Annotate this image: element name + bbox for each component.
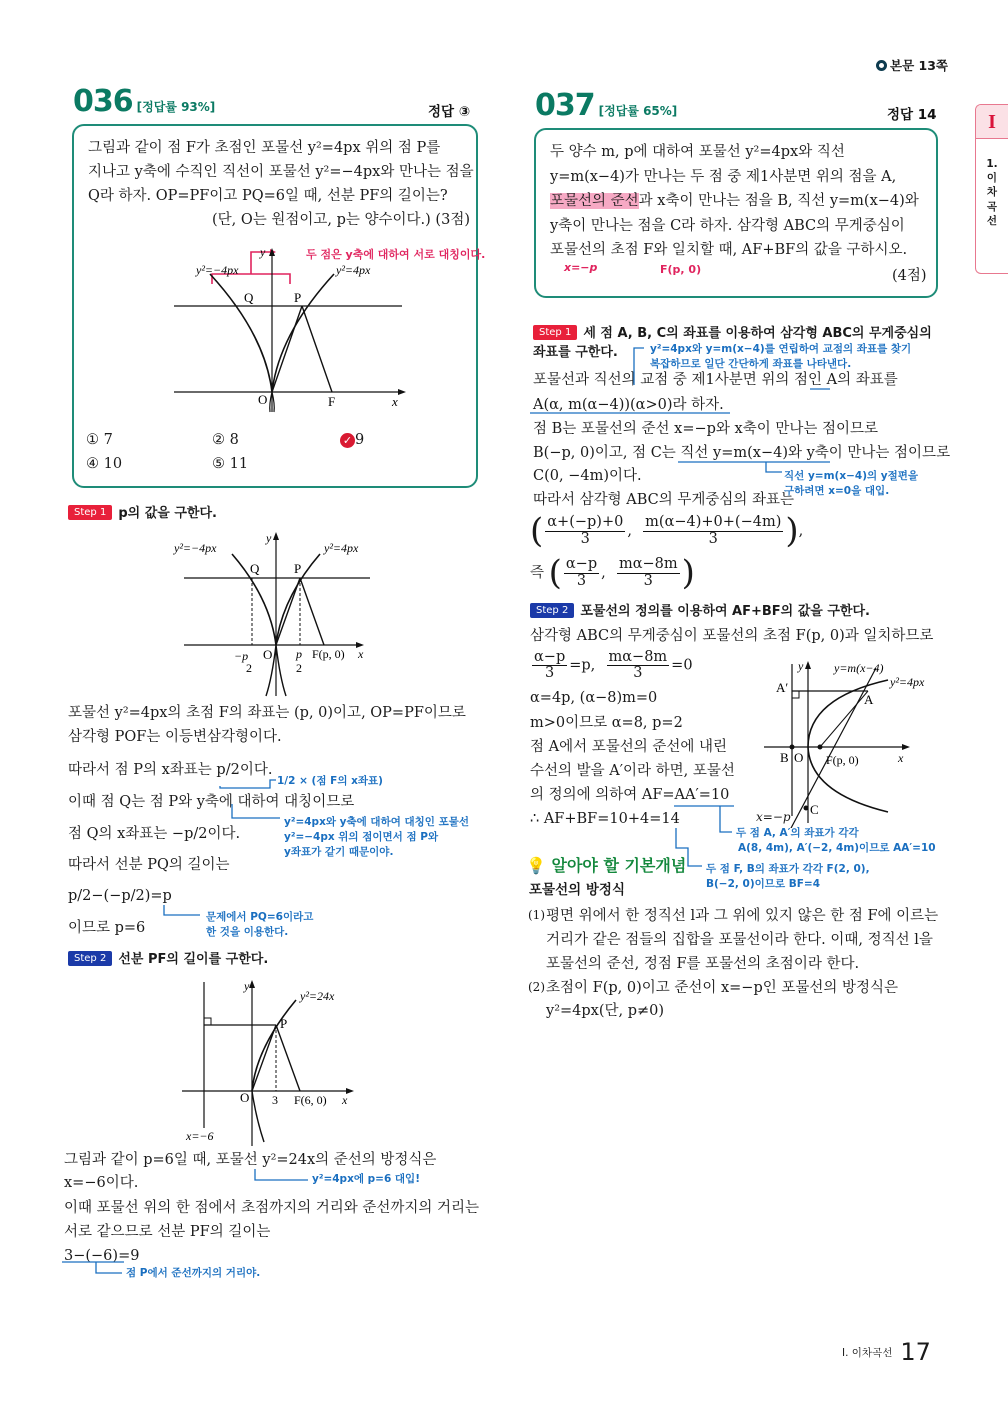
svg-text:y: y xyxy=(244,979,250,993)
concept-heading: 💡 알아야 할 기본개념 xyxy=(526,856,687,875)
solution-line: 따라서 삼각형 ABC의 무게중심의 좌표는 xyxy=(533,492,795,508)
step-badge: Step 2 xyxy=(68,951,112,966)
solution-line: 의 정의에 의하여 AF=AA′=10 xyxy=(530,787,730,803)
symmetry-note: 두 점은 y축에 대하여 서로 대칭이다. xyxy=(306,248,486,261)
svg-text:F(p, 0): F(p, 0) xyxy=(826,753,859,767)
svg-text:F(6, 0): F(6, 0) xyxy=(294,1093,327,1107)
svg-text:y²=−4px: y²=−4px xyxy=(174,541,217,555)
svg-text:O: O xyxy=(240,1090,250,1105)
solution-line: 이때 포물선 위의 한 점에서 초점까지의 거리와 준선까지의 거리는 xyxy=(64,1200,480,1216)
solution-line: A(α, m(α−4))(α>0)라 하자. xyxy=(533,397,724,413)
annotation-note: 직선 y=m(x−4)의 y절편을 구하려면 x=0을 대입. xyxy=(784,470,919,498)
annotation-note: 1/2 × (점 F의 x좌표) xyxy=(277,775,383,787)
annotation-focus: F(p, 0) xyxy=(660,263,702,276)
solution-line: 삼각형 ABC의 무게중심이 포물선의 초점 F(p, 0)과 일치하므로 xyxy=(530,628,934,644)
solution-line: 그림과 같이 p=6일 때, 포물선 y²=24x의 준선의 방정식은 xyxy=(64,1152,437,1168)
q036-figure xyxy=(154,244,474,414)
concept-item-num: (1) xyxy=(528,908,545,922)
solution-line: 따라서 선분 PQ의 길이는 xyxy=(68,857,230,873)
concept-line: 포물선의 준선, 정점 F를 포물선의 초점이라 한다. xyxy=(546,956,860,972)
svg-text:O: O xyxy=(263,647,273,662)
annotation-connectors xyxy=(60,1165,320,1285)
svg-text:x=−6: x=−6 xyxy=(186,1129,214,1143)
concept-item-num: (2) xyxy=(528,980,545,994)
svg-text:3: 3 xyxy=(272,1093,278,1107)
svg-text:F(p, 0): F(p, 0) xyxy=(312,647,345,661)
annotation-note: y²=4px에 p=6 대입! xyxy=(312,1173,420,1185)
solution-line: 점 B는 포물선의 준선 x=−p와 x축이 만나는 점이므로 xyxy=(533,421,878,437)
solution-line: p/2−(−p/2)=p xyxy=(68,888,172,904)
q036-problem-box xyxy=(72,124,486,488)
annotation-connectors xyxy=(530,340,830,490)
annotation-note: 문제에서 PQ=6이라고 한 것을 이용한다. xyxy=(206,911,314,939)
question-number: 036 xyxy=(73,84,133,119)
chapter-roman: I xyxy=(976,105,1008,139)
lightbulb-icon: 💡 xyxy=(526,856,546,875)
centroid-simplified: 즉 ( $\frac{\alpha-p}{3}$ , $\frac{m\alpha-8m}{3}$ ) xyxy=(530,553,695,593)
concept-line: 거리가 같은 점들의 집합을 포물선이라 한다. 이때, 정직선 l을 xyxy=(546,932,933,948)
q037-header xyxy=(535,88,677,123)
svg-text:B: B xyxy=(780,750,789,765)
svg-text:P: P xyxy=(280,1016,288,1031)
q036-step2-heading: Step 2 선분 PF의 길이를 구한다. xyxy=(68,948,268,967)
option-3-correct[interactable]: ✓ 9 xyxy=(340,432,364,448)
page-number: 17 xyxy=(900,1338,931,1366)
svg-text:O: O xyxy=(794,750,804,765)
svg-text:y²=−4px: y²=−4px xyxy=(196,263,239,277)
concept-line: 평면 위에서 한 정직선 l과 그 위에 있지 않은 한 점 F에 이르는 xyxy=(546,908,939,924)
q037-step2-figure xyxy=(752,658,952,828)
problem-line: Q라 하자. OP=PF이고 PQ=6일 때, 선분 PF의 길이는? xyxy=(88,188,448,204)
svg-text:y²=4px: y²=4px xyxy=(890,675,925,689)
solution-line: 따라서 점 P의 x좌표는 p/2이다. xyxy=(68,762,273,778)
solution-line: 서로 같으므로 선분 PF의 길이는 xyxy=(64,1224,271,1240)
problem-line: 포물선의 준선과 x축이 만나는 점을 B, 직선 y=m(x−4)와 xyxy=(550,193,919,209)
svg-text:Q: Q xyxy=(244,290,254,305)
chapter-vertical-title: 1. 이 차 곡 선 xyxy=(986,158,998,227)
svg-text:y²=4px: y²=4px xyxy=(336,263,371,277)
svg-text:x: x xyxy=(358,647,364,661)
problem-line: 포물선의 초점 F와 일치할 때, AF+BF의 값을 구하시오. xyxy=(550,242,908,258)
ring-bullet-icon xyxy=(876,60,887,71)
option-2[interactable]: ② 8 xyxy=(212,432,239,448)
check-mark-icon: ✓ xyxy=(340,433,355,448)
q036-step1-figure xyxy=(170,528,380,698)
q036-step2-figure xyxy=(170,978,370,1148)
annotation-connectors xyxy=(60,760,360,930)
svg-text:y: y xyxy=(798,659,804,673)
svg-text:p: p xyxy=(296,647,302,661)
centroid-equation: $\frac{\alpha-p}{3}$ =p, $\frac{m\alpha-8m}{3}$ =0 xyxy=(534,649,693,682)
svg-text:P: P xyxy=(294,561,302,576)
svg-text:y²=24x: y²=24x xyxy=(300,989,335,1003)
solution-line: 점 Q의 x좌표는 −p/2이다. xyxy=(68,826,241,842)
page-footer xyxy=(842,1338,931,1366)
step-badge: Step 1 xyxy=(68,505,112,520)
correct-rate: [정답률 93%] xyxy=(136,100,216,114)
problem-line: (단, O는 원점이고, p는 양수이다.) (3점) xyxy=(212,212,470,228)
q037-answer: 정답 14 xyxy=(887,107,937,123)
solution-line: 점 A에서 포물선의 준선에 내린 xyxy=(530,739,727,755)
solution-line: 3−(−6)=9 xyxy=(64,1248,140,1264)
svg-text:−p: −p xyxy=(234,649,249,663)
solution-line: α=4p, (α−8)m=0 xyxy=(530,690,658,706)
q037-step2-heading: Step 2 포물선의 정의를 이용하여 AF+BF의 값을 구한다. xyxy=(530,600,870,619)
svg-text:O: O xyxy=(258,392,268,407)
svg-text:x: x xyxy=(342,1093,348,1107)
problem-points: (4점) xyxy=(892,268,927,284)
page-ref: 본문 13쪽 xyxy=(876,56,948,74)
svg-text:A: A xyxy=(864,692,874,707)
annotation-note: y²=4px와 y축에 대하여 대칭인 포물선 y²=−4px 위의 점이면서 점 P와 y좌표가 같기 때문이야. xyxy=(284,816,470,859)
solution-line: B(−p, 0)이고, 점 C는 직선 y=m(x−4)와 y축이 만나는 점이므로 xyxy=(533,445,951,461)
svg-text:Q: Q xyxy=(250,561,260,576)
annotation-note: 두 점 A, A′의 좌표가 각각 A(8, 4m), A′(−2, 4m)이므로 AA′=10 xyxy=(736,827,936,855)
annotation-directrix: x=−p xyxy=(564,261,598,274)
svg-text:y: y xyxy=(260,245,266,259)
solution-line: 수선의 발을 A′이라 하면, 포물선 xyxy=(530,763,735,779)
figure-directrix-label: x=−p xyxy=(756,810,791,824)
q036-step1-heading: Step 1 p의 값을 구한다. xyxy=(68,502,217,521)
problem-line: y축이 만나는 점을 C라 하자. 삼각형 ABC의 무게중심이 xyxy=(550,218,905,234)
solution-line: 이때 점 Q는 점 P와 y축에 대하여 대칭이므로 xyxy=(68,794,355,810)
q036-header xyxy=(73,84,215,119)
problem-line: y=m(x−4)가 만나는 두 점 중 제1사분면 위의 점을 A, xyxy=(550,169,897,185)
step-badge: Step 1 xyxy=(533,325,577,340)
svg-text:x: x xyxy=(392,394,398,409)
footer-chapter: I. 이차곡선 xyxy=(842,1347,893,1359)
centroid-expression: ( $\frac{\alpha+(-p)+0}{3}$ , $\frac{m(\alpha-4)+0+(-4m)}{3}$ ), xyxy=(530,511,804,551)
option-5[interactable]: ⑤ 11 xyxy=(212,456,249,472)
annotation-note: 점 P에서 준선까지의 거리야. xyxy=(126,1267,261,1279)
step-badge: Step 2 xyxy=(530,603,574,618)
svg-text:C: C xyxy=(810,802,819,817)
solution-line: 포물선 y²=4px의 초점 F의 좌표는 (p, 0)이고, OP=PF이므로 xyxy=(68,705,466,721)
option-1[interactable]: ① 7 xyxy=(86,432,113,448)
svg-text:2: 2 xyxy=(246,661,252,675)
chapter-side-tab[interactable] xyxy=(975,104,1008,274)
concept-line: y²=4px(단, p≠0) xyxy=(546,1003,665,1019)
svg-text:F: F xyxy=(328,394,336,409)
question-number: 037 xyxy=(535,88,595,123)
problem-line: 지나고 y축에 수직인 직선이 포물선 y²=−4px와 만나는 점을 xyxy=(88,164,474,180)
q036-answer: 정답 ③ xyxy=(428,104,471,120)
q037-problem-box xyxy=(534,128,938,298)
svg-text:y=m(x−4): y=m(x−4) xyxy=(834,661,884,675)
highlight-directrix: 포물선의 준선 xyxy=(550,193,639,209)
solution-line: m>0이므로 α=8, p=2 xyxy=(530,715,683,731)
solution-line: x=−6이다. xyxy=(64,1175,139,1191)
step-title-cont: 좌표를 구한다. xyxy=(533,345,618,360)
svg-text:y²=4px: y²=4px xyxy=(324,541,359,555)
problem-line: 두 양수 m, p에 대하여 포물선 y²=4px와 직선 xyxy=(550,144,845,160)
svg-text:P: P xyxy=(294,290,302,305)
svg-text:y: y xyxy=(266,531,272,545)
solution-line: ∴ AF+BF=10+4=14 xyxy=(530,811,680,827)
svg-text:x: x xyxy=(898,751,904,765)
problem-line: 그림과 같이 점 F가 초점인 포물선 y²=4px 위의 점 P를 xyxy=(88,140,441,156)
solution-line: 포물선과 직선의 교점 중 제1사분면 위의 점인 A의 좌표를 xyxy=(533,372,898,388)
solution-line: 이므로 p=6 xyxy=(68,920,146,936)
option-4[interactable]: ④ 10 xyxy=(86,456,123,472)
annotation-note: 두 점 F, B의 좌표가 각각 F(2, 0), B(−2, 0)이므로 BF=4 xyxy=(706,863,870,891)
concept-subheading: 포물선의 방정식 xyxy=(529,882,625,898)
solution-line: 삼각형 POF는 이등변삼각형이다. xyxy=(68,729,282,745)
concept-line: 초점이 F(p, 0)이고 준선이 x=−p인 포물선의 방정식은 xyxy=(546,980,899,996)
annotation-note: y²=4px와 y=m(x−4)를 연립하여 교점의 좌표를 찾기 복잡하므로 일단 간단하게 좌표를 나타낸다. xyxy=(650,343,912,371)
svg-text:2: 2 xyxy=(296,661,302,675)
correct-rate: [정답률 65%] xyxy=(598,104,678,118)
svg-text:A′: A′ xyxy=(776,680,789,695)
solution-line: C(0, −4m)이다. xyxy=(533,468,642,484)
q037-step1-heading: Step 1 세 점 A, B, C의 좌표를 이용하여 삼각형 ABC의 무게중심의 xyxy=(533,322,932,341)
